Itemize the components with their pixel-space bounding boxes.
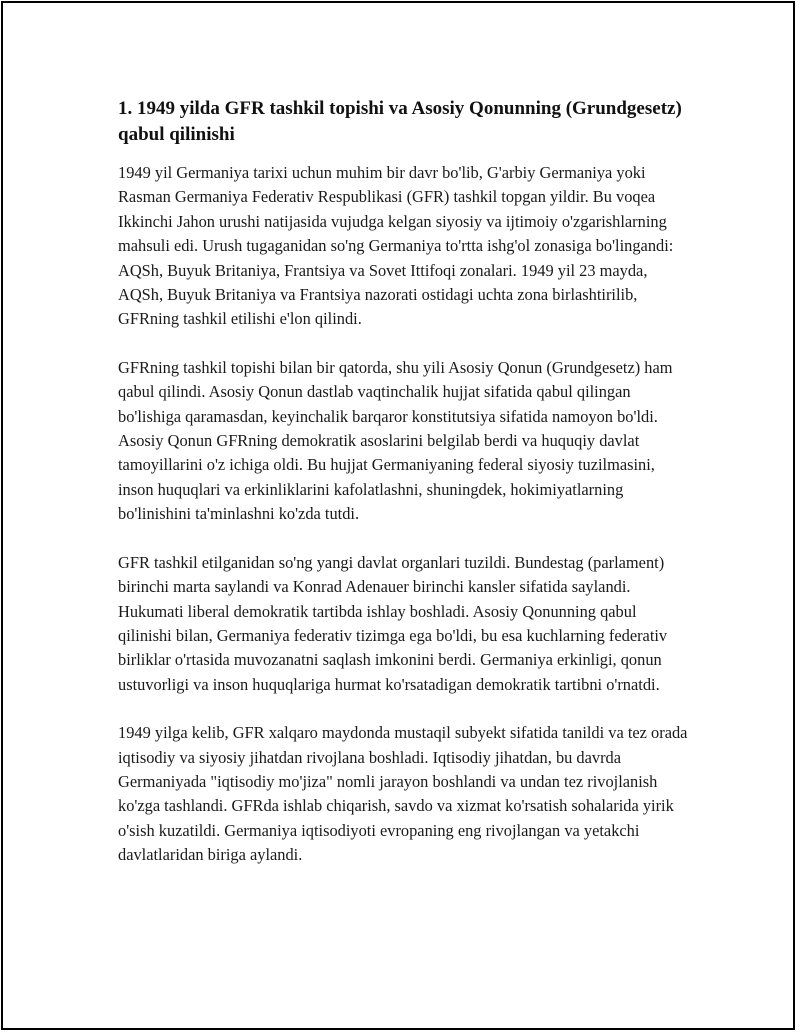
section-heading: 1. 1949 yilda GFR tashkil topishi va Asosiy Qonunning (Grundgesetz) qabul qilinishi [118, 98, 682, 145]
paragraph-1: 1949 yil Germaniya tarixi uchun muhim bir davr bo'lib, G'arbiy Germaniya yoki Rasman Germaniya Federativ Respublikasi (GFR) tashkil topgan yildir. Bu voqea Ikkinchi Jahon urushi natijasida vujudga kelgan siyosiy va ijtimoiy o'zgarishlarning mahsuli edi. Urush tugaganidan so'ng Germaniya to'rtta ishg'ol zonasiga bo'lingandi: AQSh, Buyuk Britaniya, Frantsiya va Sovet Ittifoqi zonalari. 1949 yil 23 mayda, AQSh, Buyuk Britaniya va Frantsiya nazorati ostidagi uchta zona birlashtirilib, GFRning tashkil etilishi e'lon qilindi. [118, 163, 674, 329]
paragraph-3: GFR tashkil etilganidan so'ng yangi davlat organlari tuzildi. Bundestag (parlament) birinchi marta saylandi va Konrad Adenauer birinchi kansler sifatida saylandi. Hukumati liberal demokratik tartibda ishlay boshladi. Asosiy Qonunning qabul qilinishi bilan, Germaniya federativ tizimga ega bo'ldi, bu esa kuchlarning federativ birliklar o'rtasida muvozanatni saqlash imkonini berdi. Germaniya erkinligi, qonun ustuvorligi va inson huquqlariga hurmat ko'rsatadigan demokratik tartibni o'rnatdi. [118, 552, 668, 694]
paragraph-4: 1949 yilga kelib, GFR xalqaro maydonda mustaqil subyekt sifatida tanildi va tez orada iqtisodiy va siyosiy jihatdan rivojlana boshladi. Iqtisodiy jihatdan, bu davrda Germaniyada "iqtisodiy mo'jiza" nomli jarayon boshlandi va undan tez rivojlanish ko'zga tashlandi. GFRda ishlab chiqarish, savdo va xizmat ko'rsatish sohalarida yirik o'sish kuzatildi. Germaniya iqtisodiyoti evropaning eng rivojlangan va yetakchi davlatlaridan biriga aylandi. [118, 723, 688, 865]
paragraph-2: GFRning tashkil topishi bilan bir qatorda, shu yili Asosiy Qonun (Grundgesetz) ham qabul qilindi. Asosiy Qonun dastlab vaqtinchalik hujjat sifatida qabul qilingan bo'lishiga qaramasdan, keyinchalik barqaror konstitutsiya sifatida namoyon bo'ldi. Asosiy Qonun GFRning demokratik asoslarini belgilab berdi va huquqiy davlat tamoyillarini o'z ichiga oldi. Bu hujjat Germaniyaning federal siyosiy tuzilmasini, inson huquqlari va erkinliklarini kafolatlashni, shuningdek, hokimiyatlarning bo'linishini ta'minlashni ko'zda tutdi. [118, 357, 673, 524]
document-body [118, 96, 688, 892]
